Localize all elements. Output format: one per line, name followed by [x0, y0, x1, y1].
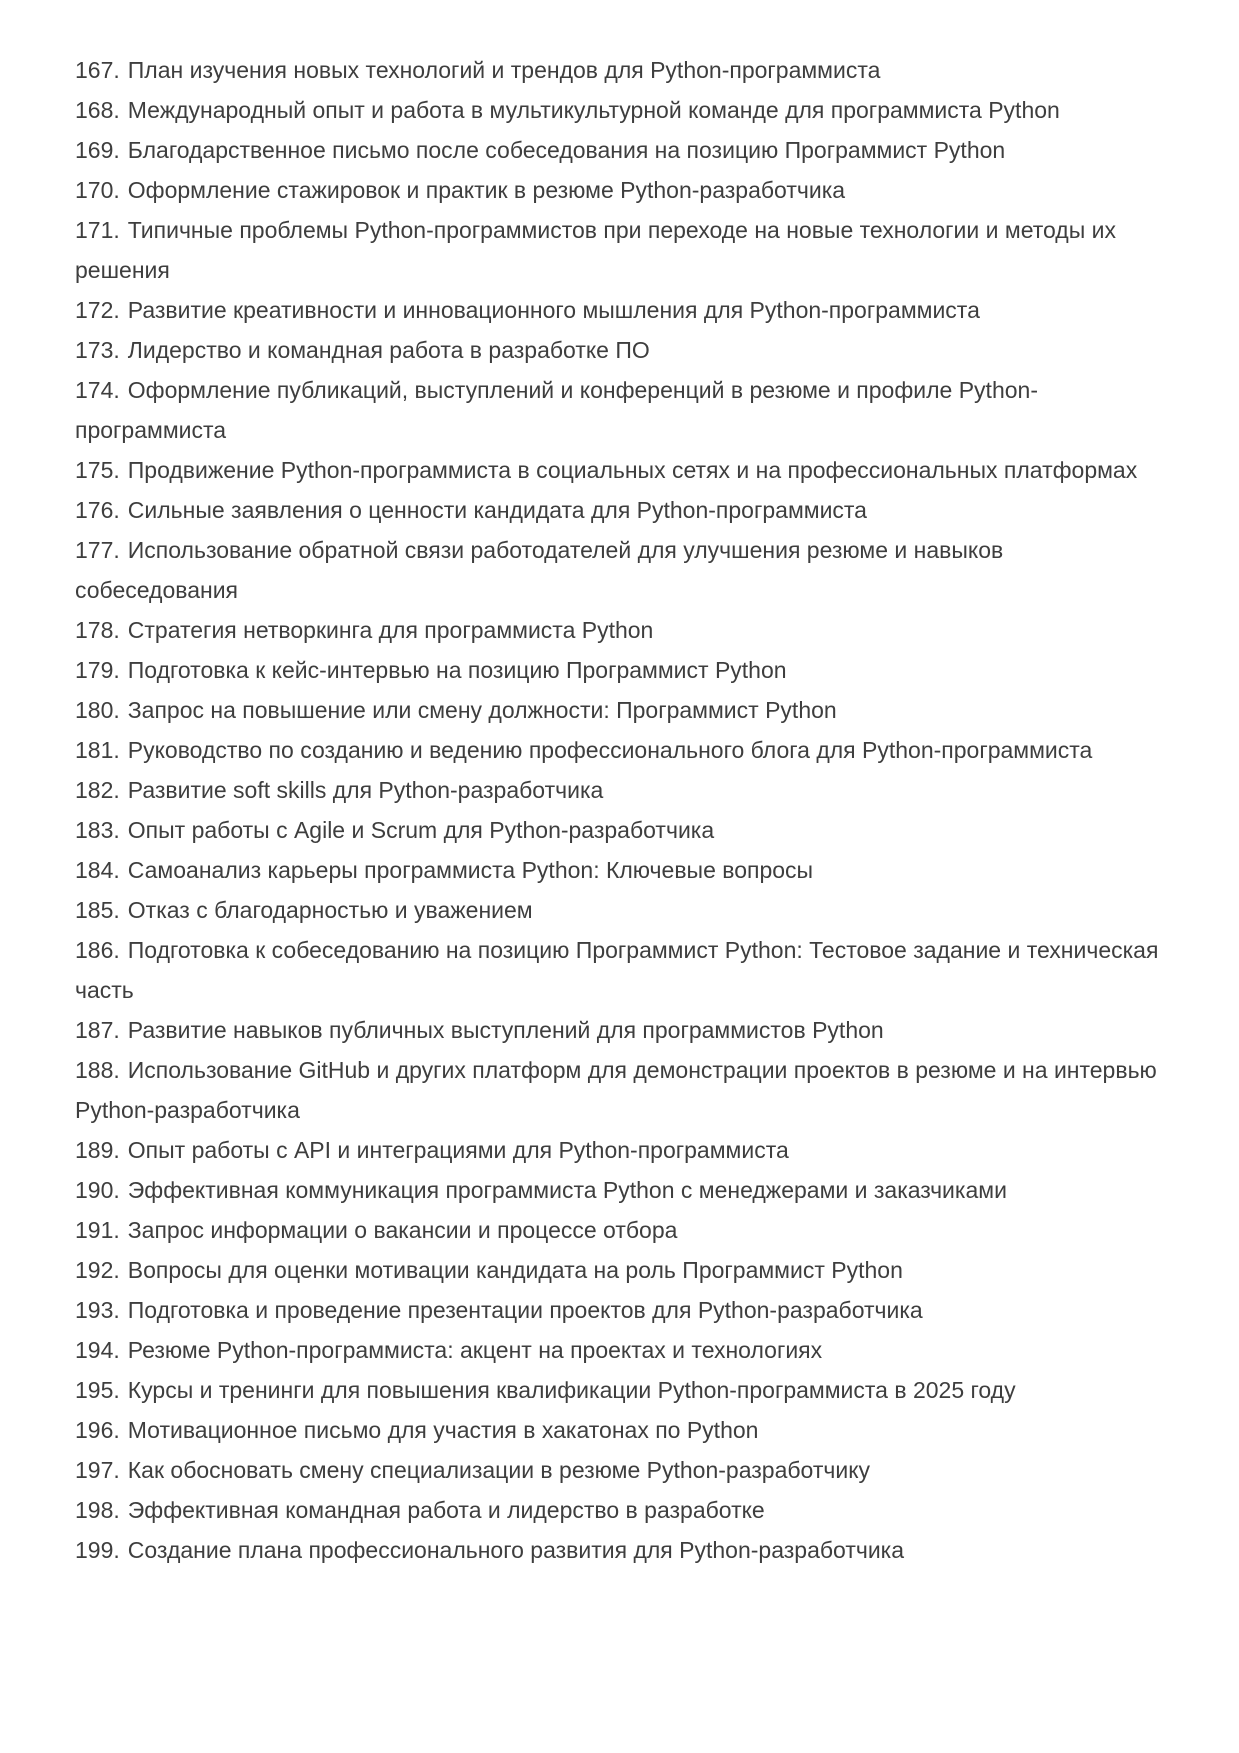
item-number: 182.: [75, 777, 120, 803]
item-number: 178.: [75, 617, 120, 643]
item-text: Типичные проблемы Python-программистов при переходе на новые технологии и методы их решения: [75, 217, 1116, 283]
list-item: [75, 90, 1163, 130]
item-text: Мотивационное письмо для участия в хакатонах по Python: [127, 1417, 759, 1443]
item-text: Курсы и тренинги для повышения квалификации Python-программиста в 2025 году: [127, 1377, 1016, 1403]
item-text: Эффективная коммуникация программиста Python с менеджерами и заказчиками: [127, 1177, 1007, 1203]
item-number: 175.: [75, 457, 120, 483]
item-text: Оформление публикаций, выступлений и конференций в резюме и профиле Python-программиста: [75, 377, 1038, 443]
list-item: [75, 1370, 1163, 1410]
item-text: Опыт работы с Agile и Scrum для Python-разработчика: [127, 817, 715, 843]
list-item: [75, 1250, 1163, 1290]
list-item: [75, 1530, 1163, 1570]
item-number: 187.: [75, 1017, 120, 1043]
item-number: 199.: [75, 1537, 120, 1563]
list-item: [75, 890, 1163, 930]
list-item: [75, 730, 1163, 770]
item-text: Резюме Python-программиста: акцент на проектах и технологиях: [127, 1337, 823, 1363]
item-text: Опыт работы с API и интеграциями для Python-программиста: [127, 1137, 789, 1163]
list-item: [75, 1050, 1163, 1130]
item-text: Как обосновать смену специализации в резюме Python-разработчику: [127, 1457, 871, 1483]
item-number: 192.: [75, 1257, 120, 1283]
item-text: Запрос информации о вакансии и процессе отбора: [127, 1217, 678, 1243]
item-text: Подготовка к собеседованию на позицию Программист Python: Тестовое задание и техническая часть: [75, 937, 1159, 1003]
item-number: 177.: [75, 537, 120, 563]
list-item: [75, 810, 1163, 850]
item-number: 172.: [75, 297, 120, 323]
list-item: [75, 370, 1163, 450]
item-text: Стратегия нетворкинга для программиста Python: [127, 617, 654, 643]
item-text: Оформление стажировок и практик в резюме Python-разработчика: [127, 177, 846, 203]
item-text: Использование GitHub и других платформ для демонстрации проектов в резюме и на интервью Python-разработчика: [75, 1057, 1157, 1123]
list-item: [75, 530, 1163, 610]
item-number: 179.: [75, 657, 120, 683]
item-text: Вопросы для оценки мотивации кандидата на роль Программист Python: [127, 1257, 903, 1283]
item-number: 190.: [75, 1177, 120, 1203]
item-number: 184.: [75, 857, 120, 883]
item-text: Сильные заявления о ценности кандидата для Python-программиста: [127, 497, 867, 523]
list-item: [75, 1130, 1163, 1170]
item-text: Благодарственное письмо после собеседования на позицию Программист Python: [127, 137, 1006, 163]
item-text: Создание плана профессионального развития для Python-разработчика: [127, 1537, 905, 1563]
item-number: 176.: [75, 497, 120, 523]
item-text: Развитие креативности и инновационного мышления для Python-программиста: [127, 297, 980, 323]
list-item: [75, 1290, 1163, 1330]
item-text: Использование обратной связи работодателей для улучшения резюме и навыков собеседования: [75, 537, 1004, 603]
list-item: [75, 850, 1163, 890]
item-text: Руководство по созданию и ведению профессионального блога для Python-программиста: [127, 737, 1093, 763]
item-number: 180.: [75, 697, 120, 723]
list-item: [75, 210, 1163, 290]
list-item: [75, 1410, 1163, 1450]
list-item: [75, 770, 1163, 810]
list-item: [75, 930, 1163, 1010]
item-number: 173.: [75, 337, 120, 363]
item-text: Подготовка и проведение презентации проектов для Python-разработчика: [127, 1297, 923, 1323]
item-number: 189.: [75, 1137, 120, 1163]
item-text: Лидерство и командная работа в разработке ПО: [127, 337, 650, 363]
list-item: [75, 290, 1163, 330]
item-text: Самоанализ карьеры программиста Python: Ключевые вопросы: [127, 857, 814, 883]
item-number: 174.: [75, 377, 120, 403]
list-item: [75, 130, 1163, 170]
item-text: План изучения новых технологий и трендов для Python-программиста: [127, 57, 881, 83]
item-text: Эффективная командная работа и лидерство в разработке: [127, 1497, 765, 1523]
item-number: 181.: [75, 737, 120, 763]
item-number: 183.: [75, 817, 120, 843]
item-text: Международный опыт и работа в мультикультурной команде для программиста Python: [127, 97, 1060, 123]
list-item: [75, 450, 1163, 490]
item-text: Отказ с благодарностью и уважением: [127, 897, 533, 923]
item-number: 169.: [75, 137, 120, 163]
list-item: [75, 1330, 1163, 1370]
item-number: 168.: [75, 97, 120, 123]
item-number: 194.: [75, 1337, 120, 1363]
item-text: Запрос на повышение или смену должности: Программист Python: [127, 697, 837, 723]
item-number: 198.: [75, 1497, 120, 1523]
list-item: [75, 50, 1163, 90]
list-item: [75, 1210, 1163, 1250]
item-number: 196.: [75, 1417, 120, 1443]
item-text: Продвижение Python-программиста в социальных сетях и на профессиональных платформах: [127, 457, 1138, 483]
item-number: 186.: [75, 937, 120, 963]
list-item: [75, 1490, 1163, 1530]
list-item: [75, 690, 1163, 730]
list-item: [75, 330, 1163, 370]
item-number: 170.: [75, 177, 120, 203]
list-item: [75, 490, 1163, 530]
item-number: 185.: [75, 897, 120, 923]
item-number: 188.: [75, 1057, 120, 1083]
list-item: [75, 1170, 1163, 1210]
item-number: 197.: [75, 1457, 120, 1483]
item-text: Развитие soft skills для Python-разработчика: [127, 777, 604, 803]
list-item: [75, 650, 1163, 690]
list-item: [75, 1010, 1163, 1050]
item-number: 191.: [75, 1217, 120, 1243]
item-text: Подготовка к кейс-интервью на позицию Программист Python: [127, 657, 787, 683]
item-text: Развитие навыков публичных выступлений для программистов Python: [127, 1017, 884, 1043]
list-item: [75, 170, 1163, 210]
item-number: 167.: [75, 57, 120, 83]
list-item: [75, 1450, 1163, 1490]
item-number: 171.: [75, 217, 120, 243]
item-number: 193.: [75, 1297, 120, 1323]
item-number: 195.: [75, 1377, 120, 1403]
list-item: [75, 610, 1163, 650]
